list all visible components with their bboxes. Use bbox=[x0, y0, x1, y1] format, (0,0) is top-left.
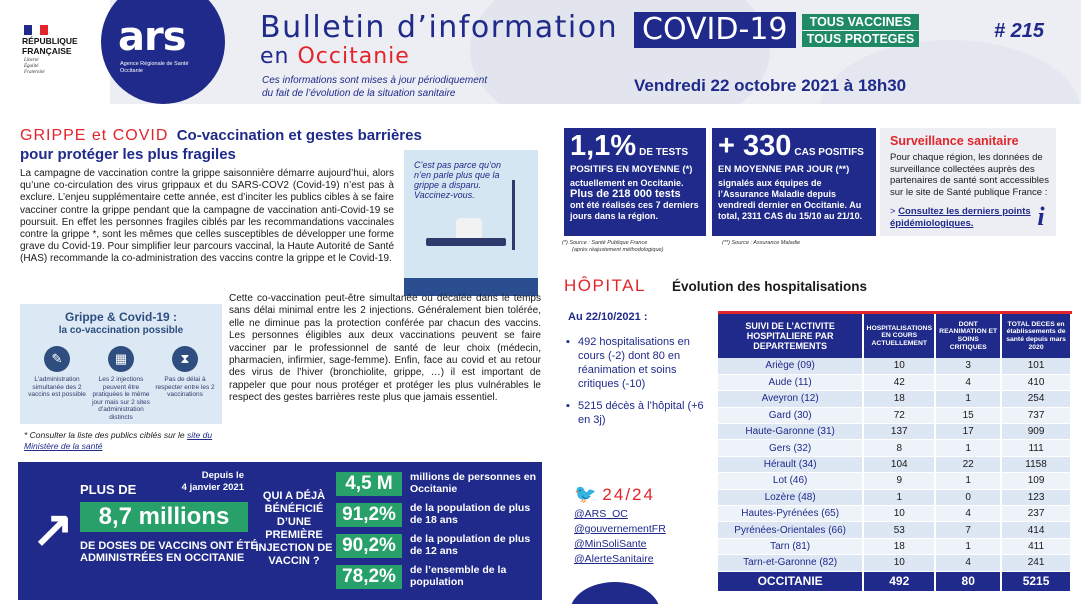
value-cell: 111 bbox=[1001, 440, 1071, 456]
value-cell: 72 bbox=[863, 407, 935, 423]
value-cell: 414 bbox=[1001, 522, 1071, 538]
twitter-section bbox=[574, 484, 714, 567]
value-cell: 1 bbox=[935, 440, 1001, 456]
value-cell: 411 bbox=[1001, 538, 1071, 554]
value-cell: 22 bbox=[935, 456, 1001, 472]
twitter-account-link[interactable]: @gouvernementFR bbox=[574, 523, 666, 535]
department-cell: Pyrénées-Orientales (66) bbox=[718, 522, 863, 538]
value-cell: 101 bbox=[1001, 358, 1071, 374]
table-row bbox=[718, 374, 1071, 390]
department-cell: Lozère (48) bbox=[718, 489, 863, 505]
list-item: ▪ 492 hospitalisations en cours (-2) dont 80 en réanimation et soins critiques (-10) bbox=[566, 335, 714, 391]
department-cell: Tarn (81) bbox=[718, 538, 863, 554]
value-cell: 10 bbox=[863, 506, 935, 522]
info-column-simultaneous: ✎ L’administration simultanée des 2 vaccins est possible bbox=[24, 346, 90, 399]
table-row bbox=[718, 358, 1071, 374]
value-cell: 104 bbox=[863, 456, 935, 472]
surveillance-text: Pour chaque région, les données de surveillance collectées auprès des partenaires de santé sont accessibles sur le site de Santé publique France : bbox=[890, 152, 1049, 198]
tests-sub-label: POSITIFS EN MOYENNE (*) bbox=[570, 164, 693, 175]
column-header-deaths: TOTAL DECES en établissements de santé depuis mars 2020 bbox=[1001, 314, 1071, 358]
hospital-date: Au 22/10/2021 : bbox=[568, 311, 648, 323]
value-cell: 9 bbox=[863, 473, 935, 489]
calendar-icon: ▦ bbox=[108, 346, 134, 372]
grippe-paragraph-2: Cette co-vaccination peut-être simultanée ou décalée dans le temps sans délai minimal entre les 2 injections. Généralement bien tolérée, elle ne diminue pas la protection conférée par chacun des vaccins. Les personnes éligibles aux deux vaccinations peuvent se faire vacciner par le professionnel de santé de leur choix (médecin, pharmacien, infirmier, sage-femme). Enfin, face au covid et au retour des virus de l’hiver (bronchiolite, grippe, …) il est important de rappeler que pour nous protéger et protéger les plus vulnérables le respect des gestes barrières reste plus que jamais essentiel. bbox=[229, 293, 541, 404]
info-column-same-day: ▦ Les 2 injections peuvent être pratiquées le même jour mais sur 2 sites d’administration distincts bbox=[88, 346, 154, 421]
value-cell: 53 bbox=[863, 522, 935, 538]
cases-description: signalés aux équipes de l’Assurance Maladie depuis vendredi dernier en Occitanie. Au total, 2311 CAS du 15/10 au 21/10. bbox=[718, 178, 863, 221]
ars-logo: ars bbox=[118, 14, 186, 60]
table-row bbox=[718, 538, 1071, 554]
value-cell: 18 bbox=[863, 538, 935, 554]
cases-source: (**) Source : Assurance Maladie bbox=[722, 240, 801, 246]
list-item: ▪ 5215 décès à l’hôpital (+6 en 3j) bbox=[566, 399, 714, 427]
twitter-header: 🐦 24/24 bbox=[574, 484, 655, 504]
bulletin-date: Vendredi 22 octobre 2021 à 18h30 bbox=[634, 76, 907, 95]
doses-total-value: 8,7 millions bbox=[80, 502, 248, 532]
value-cell: 909 bbox=[1001, 424, 1071, 440]
decorative-circle bbox=[570, 582, 660, 604]
column-header-reanimation: DONT REANIMATION ET SOINS CRITIQUES bbox=[935, 314, 1001, 358]
table-total-row bbox=[718, 571, 1071, 591]
value-cell: 237 bbox=[1001, 506, 1071, 522]
covid-label: COVID-19 bbox=[634, 12, 796, 48]
hospital-title: Évolution des hospitalisations bbox=[672, 279, 868, 294]
value-cell: 1 bbox=[935, 391, 1001, 407]
grippe-article-title: GRIPPE et COVID Co-vaccination et gestes barrières pour protéger les plus fragiles bbox=[20, 127, 422, 163]
info-column-no-delay: ⧗ Pas de délai à respecter entre les 2 vaccinations bbox=[152, 346, 218, 399]
info-icon: i bbox=[1037, 202, 1045, 231]
column-header-hospitalisations: HOSPITALISATIONS EN COURS ACTUELLEMENT bbox=[863, 314, 935, 358]
bench-icon bbox=[426, 238, 506, 246]
tests-rate-value: 1,1% bbox=[570, 130, 637, 162]
value-cell: 123 bbox=[1001, 489, 1071, 505]
value-cell: 10 bbox=[863, 358, 935, 374]
cases-value: + 330 bbox=[718, 130, 792, 162]
total-value-cell: 5215 bbox=[1001, 571, 1071, 591]
value-cell: 410 bbox=[1001, 374, 1071, 390]
total-value-cell: 492 bbox=[863, 571, 935, 591]
epidemiology-link[interactable]: Consultez les derniers points épidémiologiques. bbox=[890, 206, 1031, 229]
department-cell: Gers (32) bbox=[718, 440, 863, 456]
value-cell: 18 bbox=[863, 391, 935, 407]
twitter-account-link[interactable]: @ARS_OC bbox=[574, 508, 628, 520]
republic-motto: Liberté Égalité Fraternité bbox=[24, 58, 45, 75]
hospital-summary-list bbox=[566, 335, 714, 435]
value-cell: 1 bbox=[935, 538, 1001, 554]
value-cell: 42 bbox=[863, 374, 935, 390]
syringe-icon: ✎ bbox=[44, 346, 70, 372]
value-cell: 1 bbox=[935, 473, 1001, 489]
department-cell: Aude (11) bbox=[718, 374, 863, 390]
first-injection-question: QUI A DÉJÀ BÉNÉFICIÉ D’UNE PREMIÈRE INJECTION DE VACCIN ? bbox=[255, 490, 333, 567]
value-cell: 0 bbox=[935, 489, 1001, 505]
value-cell: 4 bbox=[935, 506, 1001, 522]
twitter-bird-icon: 🐦 bbox=[574, 484, 599, 504]
twitter-account-link[interactable]: @AlerteSanitaire bbox=[574, 553, 654, 565]
table-row bbox=[718, 522, 1071, 538]
department-cell: Haute-Garonne (31) bbox=[718, 424, 863, 440]
vax-stat-row: 78,2% de l’ensemble de la population bbox=[336, 565, 546, 591]
issue-number: # 215 bbox=[994, 20, 1045, 42]
french-flag-icon bbox=[24, 22, 50, 32]
tests-description: actuellement en Occitanie. Plus de 218 000 tests ont été réalisés ces 7 derniers jours dans la région. bbox=[570, 178, 699, 221]
total-value-cell: 80 bbox=[935, 571, 1001, 591]
value-cell: 1158 bbox=[1001, 456, 1071, 472]
value-cell: 17 bbox=[935, 424, 1001, 440]
positive-cases-kpi: + 330 CAS POSITIFS EN MOYENNE PAR JOUR (**) signalés aux équipes de l’Assurance Maladie depuis vendredi dernier en Occitanie. Au total, 2311 CAS du 15/10 au 21/10. bbox=[712, 128, 876, 236]
table-row bbox=[718, 456, 1071, 472]
ars-logo-subtitle: Agence Régionale de Santé Occitanie bbox=[120, 61, 189, 74]
value-cell: 8 bbox=[863, 440, 935, 456]
grippe-paragraph-1: La campagne de vaccination contre la grippe saisonnière démarre aujourd’hui, alors qu’une co-circulation des virus grippaux et du SARS-COV2 (Covid-19) n’est pas à exclure. L’enjeu supplémentaire cette année, est d’inciter les publics cibles à se faire vacciner contre la grippe pendant que la campagne de vaccination anti-Covid-19 se poursuit. En effet les personnes fragiles ciblés par les recommandations vaccinales contre la grippe *, sont les mêmes que celles susceptibles de développer une forme grave du Covid-19. Pour simplifier leur parcours vaccinal, la Haute Autorité de Santé (HAS) recommande la co-administration des vaccins contre la grippe et le Covid-19. bbox=[20, 168, 394, 265]
doses-label: DE DOSES DE VACCINS ONT ÉTÉ ADMINISTRÉES EN OCCITANIE bbox=[80, 540, 258, 564]
table-row bbox=[718, 407, 1071, 423]
department-cell: Aveyron (12) bbox=[718, 391, 863, 407]
value-cell: 15 bbox=[935, 407, 1001, 423]
arrow-up-right-icon: ↗ bbox=[32, 501, 74, 557]
bulletin-title-region: en Occitanie bbox=[260, 44, 410, 69]
table-row bbox=[718, 424, 1071, 440]
value-cell: 737 bbox=[1001, 407, 1071, 423]
value-cell: 241 bbox=[1001, 555, 1071, 571]
republique-francaise-label: RÉPUBLIQUE FRANÇAISE bbox=[22, 36, 78, 56]
vax-stat-row: 91,2% de la population de plus de 18 ans bbox=[336, 503, 546, 529]
consult-note: * Consulter la liste des publics ciblés sur le site du Ministère de la santé bbox=[24, 430, 213, 451]
table-row bbox=[718, 391, 1071, 407]
value-cell: 3 bbox=[935, 358, 1001, 374]
value-cell: 7 bbox=[935, 522, 1001, 538]
value-cell: 1 bbox=[863, 489, 935, 505]
value-cell: 109 bbox=[1001, 473, 1071, 489]
tests-source: (*) Source : Santé Publique France (après réajustement méthodologique) bbox=[562, 240, 664, 253]
department-cell: Ariège (09) bbox=[718, 358, 863, 374]
table-row bbox=[718, 473, 1071, 489]
table-row bbox=[718, 506, 1071, 522]
department-cell: Hérault (34) bbox=[718, 456, 863, 472]
value-cell: 10 bbox=[863, 555, 935, 571]
total-label-cell: OCCITANIE bbox=[718, 571, 863, 591]
hospital-activity-table bbox=[718, 314, 1072, 592]
table-row bbox=[718, 555, 1071, 571]
positive-tests-kpi: 1,1% DE TESTS POSITIFS EN MOYENNE (*) actuellement en Occitanie. Plus de 218 000 tests ont été réalisés ces 7 derniers jours dans la région. bbox=[564, 128, 706, 236]
surveillance-title: Surveillance sanitaire bbox=[890, 134, 1019, 148]
infobox-title: Grippe & Covid-19 : la co-vaccination possible bbox=[58, 310, 184, 336]
surveillance-link-row: > Consultez les derniers points épidémiologiques. bbox=[890, 206, 1031, 229]
vaccination-stats-box bbox=[18, 462, 542, 600]
department-cell: Lot (46) bbox=[718, 473, 863, 489]
bulletin-title: Bulletin d’information bbox=[260, 10, 619, 45]
twitter-account-link[interactable]: @MinSoliSante bbox=[574, 538, 647, 550]
value-cell: 254 bbox=[1001, 391, 1071, 407]
update-note: Ces informations sont mises à jour périodiquement du fait de l’évolution de la situation sanitaire bbox=[262, 75, 488, 99]
vax-since-label: Depuis le 4 janvier 2021 bbox=[181, 470, 244, 493]
table-header-row bbox=[718, 314, 1071, 358]
column-header-department: SUIVI DE L’ACTIVITE HOSPITALIERE PAR DEPARTEMENTS bbox=[718, 314, 863, 358]
co-vaccination-infobox bbox=[20, 304, 222, 424]
value-cell: 4 bbox=[935, 555, 1001, 571]
department-cell: Tarn-et-Garonne (82) bbox=[718, 555, 863, 571]
vaccine-slogan-tag: TOUS VACCINES TOUS PROTEGES bbox=[802, 14, 919, 48]
hospital-kicker: HÔPITAL bbox=[564, 276, 646, 295]
vaccination-poster bbox=[404, 150, 538, 296]
value-cell: 4 bbox=[935, 374, 1001, 390]
vax-plus-label: PLUS DE bbox=[80, 482, 137, 497]
vax-stat-row: 90,2% de la population de plus de 12 ans bbox=[336, 534, 546, 560]
department-cell: Gard (30) bbox=[718, 407, 863, 423]
poster-slogan: C’est pas parce qu’on n’en parle plus que la grippe a disparu. Vaccinez-vous. bbox=[414, 160, 502, 200]
table-row bbox=[718, 489, 1071, 505]
vax-stat-row: 4,5 M millions de personnes en Occitanie bbox=[336, 472, 546, 498]
ministry-link[interactable]: site du Ministère de la santé bbox=[24, 430, 213, 451]
department-cell: Hautes-Pyrénées (65) bbox=[718, 506, 863, 522]
cases-sub-label: EN MOYENNE PAR JOUR (**) bbox=[718, 164, 850, 175]
value-cell: 137 bbox=[863, 424, 935, 440]
table-row bbox=[718, 440, 1071, 456]
hourglass-icon: ⧗ bbox=[172, 346, 198, 372]
surveillance-box bbox=[880, 128, 1056, 236]
streetlamp-icon bbox=[512, 180, 515, 250]
